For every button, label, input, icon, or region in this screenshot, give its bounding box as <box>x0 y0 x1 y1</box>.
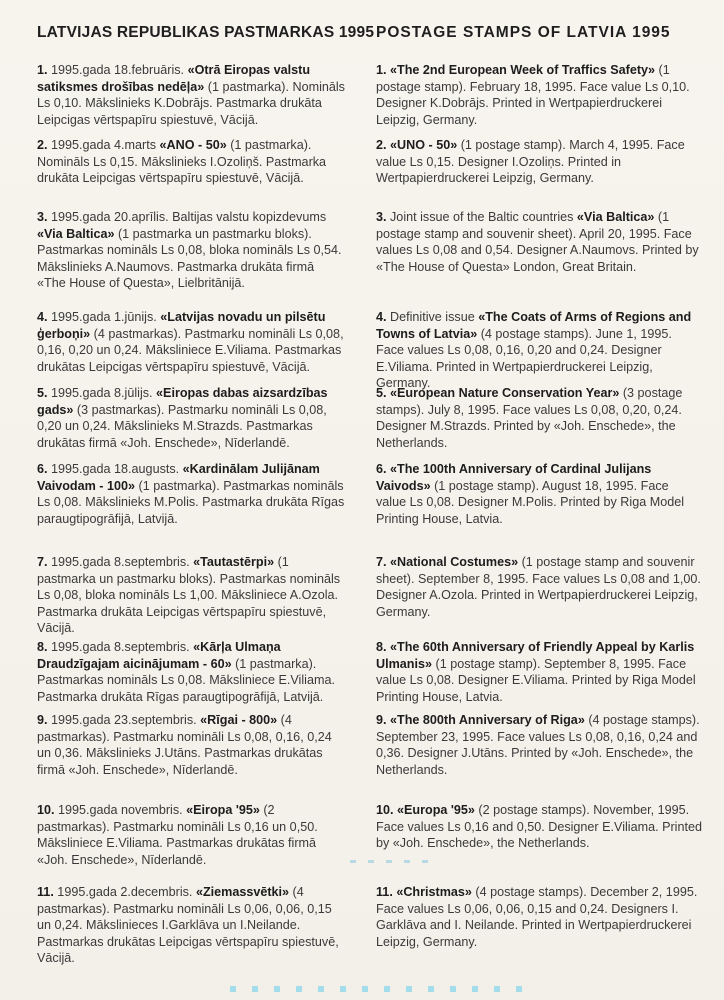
entry-n: 7. <box>37 555 48 569</box>
entry-b: «Latvijas novadu un pilsētu ģerboņi» <box>37 310 326 341</box>
entry-b: «Via Baltica» <box>37 226 115 241</box>
entry-5 <box>376 385 702 451</box>
entry-n: 8. <box>37 640 48 654</box>
entry-n: 9. <box>376 713 387 727</box>
entry-b: «Rīgai - 800» <box>200 713 278 727</box>
entry-post: (4 pastmarkas). Pastmarku nomināli Ls 0,08, 0,16, 0,24 un 0,36. Mākslinieks J.Utāns. Pastmarkas drukātas firmā «Joh. Enschede», Nīderlandē. <box>37 713 332 777</box>
entry-post: (1 pastmarka). Pastmarkas nomināls Ls 0,08. Mākslinieks M.Polis. Pastmarka drukāta Rīgas paraugtipogrāfijā, Latvijā. <box>37 478 345 526</box>
english-column <box>376 24 702 949</box>
entry-11 <box>37 884 345 967</box>
print-artifact <box>350 860 440 863</box>
entry-2 <box>37 137 345 187</box>
print-artifact-bottom <box>230 986 530 992</box>
entry-10 <box>376 802 702 852</box>
entry-n: 8. <box>376 640 387 654</box>
entry-b: «National Costumes» <box>390 555 519 569</box>
entry-pre: 1995.gada 2.decembris. <box>53 885 196 899</box>
entry-n: 11. <box>376 885 393 899</box>
entry-8 <box>37 639 345 705</box>
entry-b: «Ziemassvētki» <box>195 885 290 899</box>
entry-pre: 1995.gada 1.jūnijs. <box>47 310 161 324</box>
entry-b: «Christmas» <box>396 885 472 899</box>
entry-7 <box>376 554 702 620</box>
entry-pre: 1995.gada 4.marts <box>47 138 160 152</box>
entry-n: 3. <box>37 210 48 224</box>
entry-post: (1 postage stamp). February 18, 1995. Face value Ls 0,10. Designer K.Dobrājs. Printed in Wertpapierdruckerei Leipzig, Germany. <box>376 63 690 127</box>
entry-post: (1 pastmarka). Nomināls Ls 0,10. Mākslinieks K.Dobrājs. Pastmarka drukāta Leipcigas vērtspapīru spiestuvē, Vācijā. <box>37 79 345 127</box>
entry-11 <box>376 884 702 950</box>
entry-n: 3. <box>376 210 387 224</box>
entry-b: «Europa '95» <box>397 803 475 817</box>
entry-pre: 1995.gada 8.septembris. <box>47 555 194 569</box>
entry-10 <box>37 802 345 868</box>
entry-6 <box>37 461 345 527</box>
latvian-column <box>37 24 375 965</box>
entry-8 <box>376 639 702 705</box>
entry-post: (4 postage stamps). September 23, 1995. Face values Ls 0,08, 0,16, 0,24 and 0,36. Designer J.Utāns. Printed by «Joh. Enschede», the Netherlands. <box>376 713 700 777</box>
entry-9 <box>376 712 702 778</box>
entry-5 <box>37 385 345 451</box>
entry-n: 1. <box>376 63 387 77</box>
entry-b: «Eiropas dabas aizsardzības gads» <box>37 386 328 417</box>
entry-pre: Joint issue of the Baltic countries <box>386 210 577 224</box>
entry-n: 5. <box>37 386 48 400</box>
entry-n: 4. <box>376 310 387 324</box>
entry-post: (1 postage stamp). August 18, 1995. Face value Ls 0,08. Designer M.Polis. Printed by Riga Model Printing House, Latvia. <box>376 478 684 526</box>
entry-n: 1. <box>37 63 48 77</box>
entry-post: (1 pastmarka un pastmarku bloks). Pastmarkas nomināls Ls 0,08, bloka nomināls Ls 1,00. Māksliniece A.Ozola. Pastmarka drukāta Leipcigas vērtspapīru spiestuvē, Vācijā. <box>37 555 341 635</box>
entry-pre: 1995.gada 23.septembris. <box>47 713 201 727</box>
entry-post: (3 postage stamps). July 8, 1995. Face values Ls 0,08, 0,20, 0,24. Designer M.Strazds. Printed by «Joh. Enschede», the Netherlands. <box>376 386 683 450</box>
entry-post: (1 pastmarka). Nomināls Ls 0,15. Mākslinieks I.Ozoliņš. Pastmarka drukāta Leipcigas vērtspapīru spiestuvē, Vācijā. <box>37 138 327 185</box>
entry-post: (1 postage stamp). March 4, 1995. Face value Ls 0,15. Designer I.Ozoliņs. Printed in Wertpapierdruckerei Leipzig, Germany. <box>376 138 685 185</box>
entry-4 <box>376 309 702 392</box>
entry-b: «ANO - 50» <box>159 138 227 152</box>
entry-n: 4. <box>37 310 48 324</box>
entry-9 <box>37 712 345 778</box>
entry-pre: 1995.gada 20.aprīlis. Baltijas valstu kopizdevums <box>47 210 327 224</box>
entry-b: «Kardinālam Julijānam Vaivodam - 100» <box>37 462 320 493</box>
entry-b: «UNO - 50» <box>390 138 458 152</box>
entry-n: 9. <box>37 713 48 727</box>
entry-pre: 1995.gada 18.februāris. <box>47 63 188 77</box>
entry-1 <box>376 62 702 128</box>
entry-b: «The 60th Anniversary of Friendly Appeal by Karlis Ulmanis» <box>376 640 695 671</box>
entry-pre: Definitive issue <box>386 310 479 324</box>
english-title: POSTAGE STAMPS OF LATVIA 1995 <box>376 24 671 41</box>
entry-b: «Via Baltica» <box>576 210 655 224</box>
entry-post: (1 pastmarka un pastmarku bloks). Pastmarkas nomināls Ls 0,08, bloka nomināls Ls 0,54. Mākslinieks A.Naumovs. Pastmarka drukāta firmā «The House of Questa», Lielbritānijā. <box>37 226 342 290</box>
entry-pre: 1995.gada 8.jūlijs. <box>47 386 157 400</box>
entry-post: (4 postage stamps). December 2, 1995. Face values Ls 0,06, 0,06, 0,15 and 0,24. Designers I. Garklāva and I. Neilande. Printed in Wertpapierdruckerei Leipzig, Germany. <box>376 885 698 949</box>
entry-pre: 1995.gada novembris. <box>54 803 187 817</box>
entry-b: «The 800th Anniversary of Riga» <box>390 713 585 727</box>
entry-1 <box>37 62 345 128</box>
entry-b: «Eiropa '95» <box>186 803 260 817</box>
entry-n: 2. <box>37 138 48 152</box>
entry-post: (4 postage stamps). June 1, 1995. Face values Ls 0,08, 0,16, 0,20 and 0,24. Designer E.Viliama. Printed in Wertpapierdruckerei Leipzig, Germany. <box>376 326 672 390</box>
entry-3 <box>37 209 345 292</box>
entry-post: (3 pastmarkas). Pastmarku nomināli Ls 0,08, 0,20 un 0,24. Mākslinieks M.Strazds. Pastmarkas drukātas firmā «Joh. Enschede», Nīderlandē. <box>37 402 327 450</box>
entry-7 <box>37 554 345 637</box>
entry-n: 2. <box>376 138 387 152</box>
entry-6 <box>376 461 702 527</box>
entry-n: 5. <box>376 386 387 400</box>
entry-pre: 1995.gada 8.septembris. <box>47 640 194 654</box>
latvian-title: LATVIJAS REPUBLIKAS PASTMARKAS 1995 <box>37 24 375 41</box>
entry-post: (1 pastmarka). Pastmarkas nomināls Ls 0,08. Māksliniece E.Viliama. Pastmarka drukāta Rīgas paraugtipogrāfijā, Latvijā. <box>37 656 335 704</box>
entry-n: 6. <box>376 462 387 476</box>
entry-post: (1 postage stamp and souvenir sheet). September 8, 1995. Face values Ls 0,08 and 1,00. Designer A.Ozola. Printed in Wertpapierdruckerei Leipzig, Germany. <box>376 555 701 619</box>
entry-b: «Kārļa Ulmaņa Draudzīgajam aicinājumam - 60» <box>37 640 281 671</box>
entry-b: «European Nature Conservation Year» <box>390 386 620 400</box>
entry-n: 10. <box>376 803 394 817</box>
entry-2 <box>376 137 702 187</box>
entry-b: «Otrā Eiropas valstu satiksmes drošības nedēļa» <box>37 63 311 94</box>
entry-n: 10. <box>37 803 55 817</box>
entry-post: (1 postage stamp). September 8, 1995. Face value Ls 0,08. Designer E.Viliama. Printed by Riga Model Printing House, Latvia. <box>376 656 696 704</box>
entry-b: «Tautastērpi» <box>193 555 275 569</box>
entry-b: «The 100th Anniversary of Cardinal Julijans Vaivods» <box>376 462 652 493</box>
entry-post: (4 pastmarkas). Pastmarku nomināli Ls 0,06, 0,06, 0,15 un 0,24. Mākslinieces I.Garklāva un I.Neilande. Pastmarkas drukātas Leipcigas vērtspapīru spiestuvē, Vācijā. <box>37 885 339 965</box>
entry-post: (2 postage stamps). November, 1995. Face values Ls 0,16 and 0,50. Designer E.Viliama. Printed by «Joh. Enschede», the Netherlands. <box>376 803 702 850</box>
entry-b: «The Coats of Arms of Regions and Towns of Latvia» <box>376 310 692 341</box>
entry-n: 11. <box>37 885 54 899</box>
entry-n: 7. <box>376 555 387 569</box>
entry-post: (2 pastmarkas). Pastmarku nomināli Ls 0,16 un 0,50. Māksliniece E.Viliama. Pastmarkas drukātas firmā «Joh. Enschede», Nīderlandē. <box>37 803 318 867</box>
entry-pre: 1995.gada 18.augusts. <box>47 462 183 476</box>
entry-4 <box>37 309 345 375</box>
entry-post: (1 postage stamp and souvenir sheet). April 20, 1995. Face values Ls 0,08 and 0,54. Designer A.Naumovs. Printed by «The House of Questa» London, Great Britain. <box>376 210 699 274</box>
entry-post: (4 pastmarkas). Pastmarku nomināli Ls 0,08, 0,16, 0,20 un 0,24. Māksliniece E.Viliama. Pastmarkas drukātas Leipcigas vērtspapīru spiestuvē, Vācijā. <box>37 326 344 374</box>
entry-n: 6. <box>37 462 48 476</box>
entry-b: «The 2nd European Week of Traffics Safety» <box>390 63 656 77</box>
entry-3 <box>376 209 702 275</box>
